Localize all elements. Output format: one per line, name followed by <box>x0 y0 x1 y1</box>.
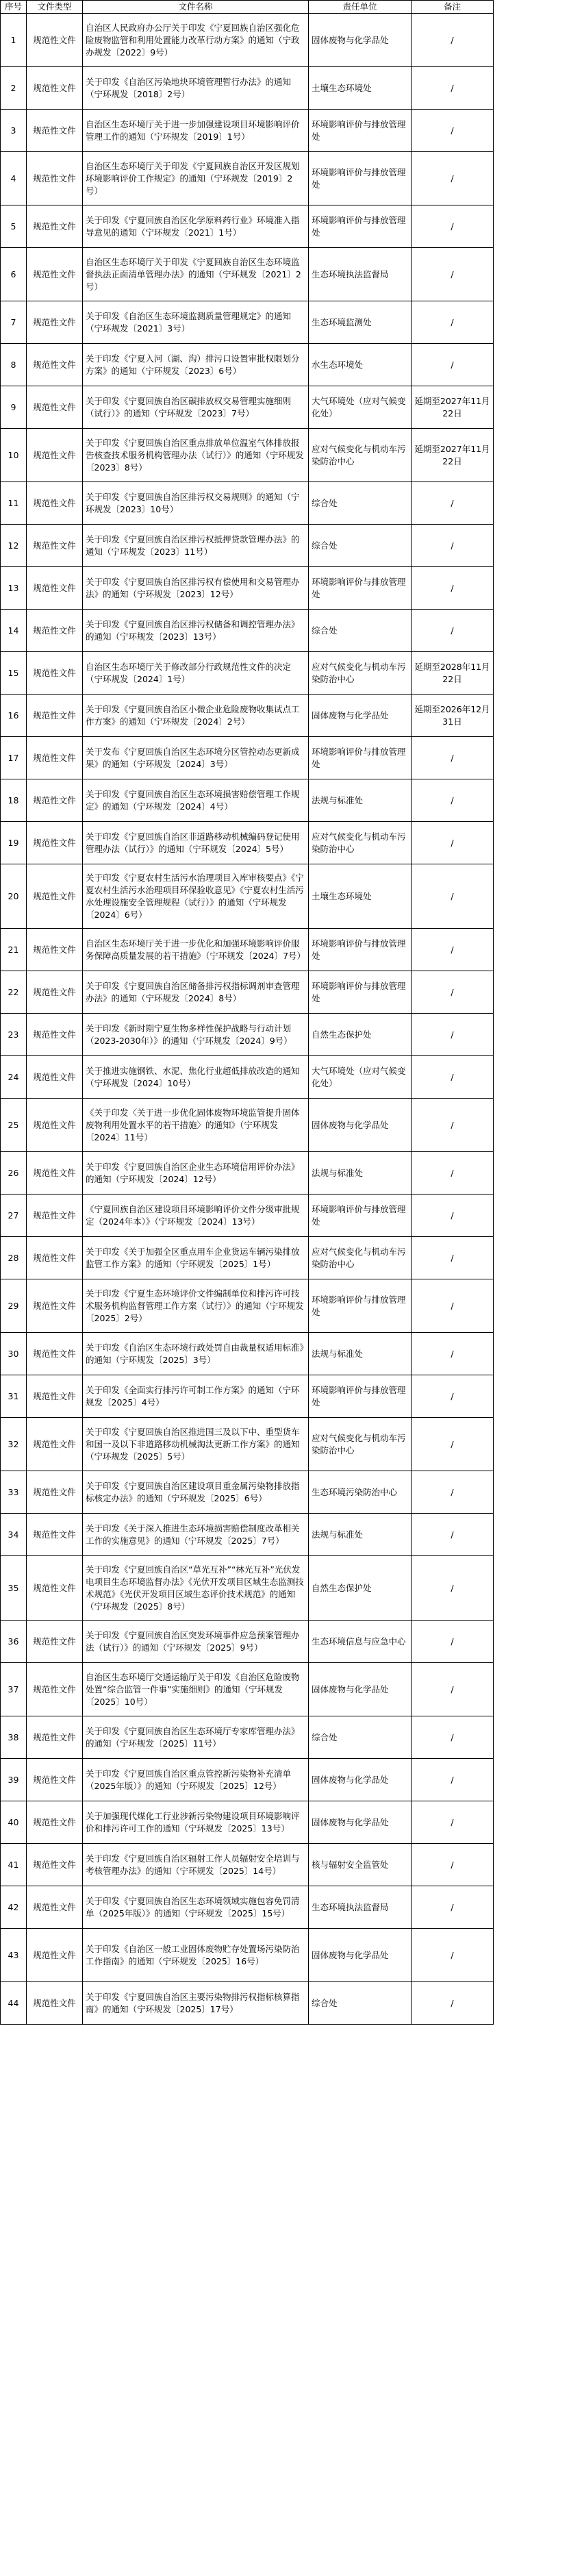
file-name: 关于印发《宁夏回族自治区碳排放权交易管理实施细则（试行）》的通知（宁环规发〔2023〕7号） <box>83 386 309 429</box>
table-row <box>1 152 582 205</box>
file-name: 关于印发《新时期宁夏生物多样性保护战略与行动计划（2023-2030年）》的通知（宁环规发〔2024〕9号） <box>83 1014 309 1056</box>
file-type: 规范性文件 <box>27 1886 83 1929</box>
table-row <box>1 1014 582 1056</box>
table-row <box>1 652 582 695</box>
file-type: 规范性文件 <box>27 737 83 779</box>
table-row <box>1 344 582 386</box>
file-name: 关于印发《宁夏回族自治区建设项目重金属污染物排放指标核定办法》的通知（宁环规发〔2025〕6号） <box>83 1471 309 1514</box>
table-row <box>1 737 582 779</box>
file-type: 规范性文件 <box>27 1471 83 1514</box>
file-type: 规范性文件 <box>27 864 83 929</box>
remark: 延期至2026年12月31日 <box>412 695 494 737</box>
row-number: 31 <box>1 1375 27 1418</box>
file-type: 规范性文件 <box>27 248 83 301</box>
remark: / <box>412 1759 494 1801</box>
row-number: 34 <box>1 1514 27 1556</box>
table-row <box>1 1716 582 1759</box>
responsible-unit: 固体废物与化学品处 <box>309 1801 412 1844</box>
responsible-unit: 环境影响评价与排放管理处 <box>309 152 412 205</box>
table-row <box>1 1279 582 1333</box>
responsible-unit: 综合处 <box>309 1716 412 1759</box>
file-name: 关于印发《宁夏回族自治区化学原料药行业》环境准入指导意见的通知（宁环规发〔2021〕1号） <box>83 205 309 248</box>
responsible-unit: 环境影响评价与排放管理处 <box>309 1195 412 1237</box>
responsible-unit: 环境影响评价与排放管理处 <box>309 929 412 971</box>
remark: / <box>412 248 494 301</box>
table-row <box>1 1099 582 1152</box>
responsible-unit: 固体废物与化学品处 <box>309 1663 412 1716</box>
table-row <box>1 1375 582 1418</box>
file-type: 规范性文件 <box>27 1982 83 2025</box>
remark: / <box>412 1663 494 1716</box>
file-type: 规范性文件 <box>27 971 83 1014</box>
responsible-unit: 法规与标准处 <box>309 779 412 822</box>
file-name: 《关于印发〈关于进一步优化固体废物环境监管提升固体废物利用处置水平的若干措施〉的通知》（宁环规发〔2024〕11号） <box>83 1099 309 1152</box>
responsible-unit: 综合处 <box>309 610 412 652</box>
remark: / <box>412 1099 494 1152</box>
file-name: 关于印发《宁夏回族自治区生态环境厅专家库管理办法》的通知（宁环规发〔2025〕11号） <box>83 1716 309 1759</box>
remark: / <box>412 1514 494 1556</box>
row-number: 6 <box>1 248 27 301</box>
remark: / <box>412 567 494 610</box>
file-type: 规范性文件 <box>27 1929 83 1982</box>
row-number: 17 <box>1 737 27 779</box>
file-type: 规范性文件 <box>27 1759 83 1801</box>
table-row <box>1 610 582 652</box>
row-number: 38 <box>1 1716 27 1759</box>
responsible-unit: 应对气候变化与机动车污染防治中心 <box>309 1418 412 1471</box>
file-name: 自治区人民政府办公厅关于印发《宁夏回族自治区强化危险废物监管和利用处置能力改革行动方案》的通知（宁政办规发〔2022〕9号） <box>83 14 309 67</box>
row-number: 5 <box>1 205 27 248</box>
row-number: 42 <box>1 1886 27 1929</box>
file-name: 自治区生态环境厅关于印发《宁夏回族自治区开发区规划环境影响评价工作规定》的通知（宁环规发〔2019〕2号） <box>83 152 309 205</box>
file-name: 关于印发《自治区生态环境监测质量管理规定》的通知（宁环规发〔2021〕3号） <box>83 301 309 344</box>
table-row <box>1 822 582 864</box>
file-type: 规范性文件 <box>27 152 83 205</box>
file-type: 规范性文件 <box>27 344 83 386</box>
responsible-unit: 综合处 <box>309 525 412 567</box>
remark: / <box>412 1195 494 1237</box>
remark: / <box>412 1237 494 1279</box>
file-type: 规范性文件 <box>27 1333 83 1375</box>
responsible-unit: 自然生态保护处 <box>309 1556 412 1621</box>
responsible-unit: 自然生态保护处 <box>309 1014 412 1056</box>
remark: / <box>412 610 494 652</box>
row-number: 8 <box>1 344 27 386</box>
table-row <box>1 1333 582 1375</box>
table-row <box>1 1237 582 1279</box>
table-row <box>1 971 582 1014</box>
table-row <box>1 205 582 248</box>
file-name: 关于印发《宁夏回族自治区生态环境损害赔偿管理工作规定》的通知（宁环规发〔2024〕4号） <box>83 779 309 822</box>
responsible-unit: 固体废物与化学品处 <box>309 1759 412 1801</box>
remark: / <box>412 67 494 110</box>
responsible-unit: 大气环境处（应对气候变化处） <box>309 1056 412 1099</box>
row-number: 33 <box>1 1471 27 1514</box>
file-type: 规范性文件 <box>27 610 83 652</box>
responsible-unit: 大气环境处（应对气候变化处） <box>309 386 412 429</box>
file-name: 关于印发《宁夏农村生活污水治理项目入库审核要点》《宁夏农村生活污水治理项目环保验收意见》《宁夏农村生活污水处理设施安全管理规程（试行）》的通知（宁环规发〔2024〕6号） <box>83 864 309 929</box>
file-name: 关于印发《宁夏回族自治区排污权有偿使用和交易管理办法》的通知（宁环规发〔2023〕12号） <box>83 567 309 610</box>
table-row <box>1 1663 582 1716</box>
table-row <box>1 1982 582 2025</box>
row-number: 37 <box>1 1663 27 1716</box>
table-row <box>1 482 582 525</box>
file-type: 规范性文件 <box>27 1152 83 1195</box>
file-type: 规范性文件 <box>27 14 83 67</box>
row-number: 35 <box>1 1556 27 1621</box>
file-name: 自治区生态环境厅关于进一步优化和加强环境影响评价服务保障高质量发展的若干措施》（宁环规发〔2024〕7号） <box>83 929 309 971</box>
responsible-unit: 水生态环境处 <box>309 344 412 386</box>
file-name: 关于印发《宁夏回族自治区“草光互补”“林光互补”光伏发电项目生态环境监督办法》《光伏开发项目区域生态监测技术规范》《光伏开发项目区域生态评价技术规范》的通知（宁环规发〔2025〕8号） <box>83 1556 309 1621</box>
responsible-unit: 土壤生态环境处 <box>309 864 412 929</box>
remark: / <box>412 1375 494 1418</box>
responsible-unit: 法规与标准处 <box>309 1152 412 1195</box>
remark: / <box>412 1556 494 1621</box>
row-number: 32 <box>1 1418 27 1471</box>
file-name: 关于发布《宁夏回族自治区生态环境分区管控动态更新成果》的通知（宁环规发〔2024〕3号） <box>83 737 309 779</box>
table-header-row <box>1 1 582 14</box>
responsible-unit: 固体废物与化学品处 <box>309 14 412 67</box>
file-name: 关于印发《宁夏回族自治区非道路移动机械编码登记使用管理办法（试行）》的通知（宁环规发〔2024〕5号） <box>83 822 309 864</box>
responsible-unit: 环境影响评价与排放管理处 <box>309 737 412 779</box>
table-row <box>1 1886 582 1929</box>
file-name: 自治区生态环境厅交通运输厅关于印发《自治区危险废物处置“综合监管一件事”实施细则》的通知（宁环规发〔2025〕10号） <box>83 1663 309 1716</box>
file-type: 规范性文件 <box>27 1556 83 1621</box>
file-type: 规范性文件 <box>27 205 83 248</box>
responsible-unit: 法规与标准处 <box>309 1514 412 1556</box>
file-name: 关于印发《自治区污染地块环境管理暂行办法》的通知（宁环规发〔2018〕2号） <box>83 67 309 110</box>
row-number: 28 <box>1 1237 27 1279</box>
table-row <box>1 386 582 429</box>
table-row <box>1 864 582 929</box>
table-row <box>1 110 582 152</box>
table-body <box>1 14 582 2025</box>
table-row <box>1 14 582 67</box>
table-row <box>1 1844 582 1886</box>
file-type: 规范性文件 <box>27 1801 83 1844</box>
file-type: 规范性文件 <box>27 822 83 864</box>
row-number: 21 <box>1 929 27 971</box>
table-row <box>1 1471 582 1514</box>
file-name: 关于印发《宁夏生态环境评价文件编制单位和排污许可技术服务机构监督管理工作方案（试行）》的通知（宁环规发〔2025〕2号） <box>83 1279 309 1333</box>
file-name: 关于印发《自治区一般工业固体废物贮存处置场污染防治工作指南》的通知（宁环规发〔2025〕16号） <box>83 1929 309 1982</box>
remark: / <box>412 110 494 152</box>
responsible-unit: 固体废物与化学品处 <box>309 1099 412 1152</box>
responsible-unit: 固体废物与化学品处 <box>309 1929 412 1982</box>
table-row <box>1 779 582 822</box>
file-name: 关于印发《宁夏回族自治区主要污染物排污权指标核算指南》的通知（宁环规发〔2025〕17号） <box>83 1982 309 2025</box>
table-row <box>1 1801 582 1844</box>
file-type: 规范性文件 <box>27 1375 83 1418</box>
file-name: 关于印发《全面实行排污许可制工作方案》的通知（宁环规发〔2025〕4号） <box>83 1375 309 1418</box>
file-name: 关于印发《宁夏回族自治区推进国三及以下中、重型货车和国一及以下非道路移动机械淘汰更新工作方案》的通知（宁环规发〔2025〕5号） <box>83 1418 309 1471</box>
remark: / <box>412 1801 494 1844</box>
table-row <box>1 1418 582 1471</box>
responsible-unit: 核与辐射安全监管处 <box>309 1844 412 1886</box>
row-number: 36 <box>1 1621 27 1663</box>
row-number: 1 <box>1 14 27 67</box>
responsible-unit: 应对气候变化与机动车污染防治中心 <box>309 652 412 695</box>
file-name: 关于印发《宁夏回族自治区企业生态环境信用评价办法》的通知（宁环规发〔2024〕12号） <box>83 1152 309 1195</box>
file-name: 自治区生态环境厅关于修改部分行政规范性文件的决定（宁环规发〔2024〕1号） <box>83 652 309 695</box>
file-name: 关于印发《宁夏回族自治区生态环境领域实施包容免罚清单（2025年版）》的通知（宁环规发〔2025〕15号） <box>83 1886 309 1929</box>
remark: / <box>412 822 494 864</box>
row-number: 16 <box>1 695 27 737</box>
remark: / <box>412 1844 494 1886</box>
file-type: 规范性文件 <box>27 1195 83 1237</box>
responsible-unit: 环境影响评价与排放管理处 <box>309 1375 412 1418</box>
remark: / <box>412 482 494 525</box>
row-number: 18 <box>1 779 27 822</box>
header-type: 文件类型 <box>27 1 83 14</box>
file-name: 关于印发《自治区生态环境行政处罚自由裁量权适用标准》的通知（宁环规发〔2025〕3号） <box>83 1333 309 1375</box>
remark: / <box>412 205 494 248</box>
row-number: 3 <box>1 110 27 152</box>
file-name: 关于印发《宁夏回族自治区重点排放单位温室气体排放报告核查技术服务机构管理办法（试行）》的通知（宁环规发〔2023〕8号） <box>83 429 309 482</box>
row-number: 23 <box>1 1014 27 1056</box>
responsible-unit: 生态环境执法监督局 <box>309 248 412 301</box>
responsible-unit: 法规与标准处 <box>309 1333 412 1375</box>
table-row <box>1 929 582 971</box>
file-name: 关于印发《宁夏回族自治区排污权交易规则》的通知（宁环规发〔2023〕10号） <box>83 482 309 525</box>
table-row <box>1 1929 582 1982</box>
row-number: 11 <box>1 482 27 525</box>
file-name: 自治区生态环境厅关于进一步加强建设项目环境影响评价管理工作的通知（宁环规发〔2019〕1号） <box>83 110 309 152</box>
header-no: 序号 <box>1 1 27 14</box>
row-number: 24 <box>1 1056 27 1099</box>
responsible-unit: 土壤生态环境处 <box>309 67 412 110</box>
file-type: 规范性文件 <box>27 301 83 344</box>
responsible-unit: 环境影响评价与排放管理处 <box>309 1279 412 1333</box>
remark: / <box>412 1418 494 1471</box>
file-type: 规范性文件 <box>27 1621 83 1663</box>
file-type: 规范性文件 <box>27 779 83 822</box>
remark: / <box>412 1982 494 2025</box>
table-row <box>1 525 582 567</box>
file-name: 关于加强现代煤化工行业涉新污染物建设项目环境影响评价和排污许可工作的通知（宁环规发〔2025〕13号） <box>83 1801 309 1844</box>
file-type: 规范性文件 <box>27 929 83 971</box>
remark: 延期至2028年11月22日 <box>412 652 494 695</box>
row-number: 4 <box>1 152 27 205</box>
responsible-unit: 环境影响评价与排放管理处 <box>309 205 412 248</box>
row-number: 30 <box>1 1333 27 1375</box>
file-type: 规范性文件 <box>27 110 83 152</box>
responsible-unit: 环境影响评价与排放管理处 <box>309 567 412 610</box>
row-number: 14 <box>1 610 27 652</box>
file-name: 自治区生态环境厅关于印发《宁夏回族自治区生态环境监督执法正面清单管理办法》的通知（宁环规发〔2021〕2号） <box>83 248 309 301</box>
remark: / <box>412 1929 494 1982</box>
file-name: 关于印发《宁夏回族自治区突发环境事件应急预案管理办法（试行）》的通知（宁环规发〔2025〕9号） <box>83 1621 309 1663</box>
remark: / <box>412 344 494 386</box>
table-row <box>1 1152 582 1195</box>
remark: 延期至2027年11月22日 <box>412 429 494 482</box>
file-name: 《宁夏回族自治区建设项目环境影响评价文件分级审批规定（2024年本）》（宁环规发〔2024〕13号） <box>83 1195 309 1237</box>
row-number: 22 <box>1 971 27 1014</box>
table-row <box>1 248 582 301</box>
row-number: 44 <box>1 1982 27 2025</box>
remark: / <box>412 1621 494 1663</box>
file-name: 关于印发《宁夏回族自治区排污权抵押贷款管理办法》的通知（宁环规发〔2023〕11号） <box>83 525 309 567</box>
remark: / <box>412 1716 494 1759</box>
file-name: 关于印发《宁夏回族自治区小微企业危险废物收集试点工作方案》的通知（宁环规发〔2024〕2号） <box>83 695 309 737</box>
row-number: 12 <box>1 525 27 567</box>
responsible-unit: 应对气候变化与机动车污染防治中心 <box>309 1237 412 1279</box>
row-number: 7 <box>1 301 27 344</box>
remark: / <box>412 737 494 779</box>
table-row <box>1 1514 582 1556</box>
row-number: 26 <box>1 1152 27 1195</box>
file-name: 关于印发《宁夏回族自治区辐射工作人员辐射安全培训与考核管理办法》的通知（宁环规发〔2025〕14号） <box>83 1844 309 1886</box>
row-number: 15 <box>1 652 27 695</box>
responsible-unit: 生态环境监测处 <box>309 301 412 344</box>
row-number: 9 <box>1 386 27 429</box>
file-type: 规范性文件 <box>27 1056 83 1099</box>
file-type: 规范性文件 <box>27 1418 83 1471</box>
row-number: 41 <box>1 1844 27 1886</box>
remark: / <box>412 929 494 971</box>
header-dept: 责任单位 <box>309 1 412 14</box>
remark: / <box>412 1014 494 1056</box>
row-number: 39 <box>1 1759 27 1801</box>
table-row <box>1 301 582 344</box>
file-type: 规范性文件 <box>27 567 83 610</box>
file-type: 规范性文件 <box>27 1279 83 1333</box>
responsible-unit: 应对气候变化与机动车污染防治中心 <box>309 822 412 864</box>
responsible-unit: 环境影响评价与排放管理处 <box>309 110 412 152</box>
file-type: 规范性文件 <box>27 652 83 695</box>
file-name: 关于印发《关于深入推进生态环境损害赔偿制度改革相关工作的实施意见》的通知（宁环规发〔2025〕7号） <box>83 1514 309 1556</box>
file-type: 规范性文件 <box>27 525 83 567</box>
remark: / <box>412 1152 494 1195</box>
row-number: 19 <box>1 822 27 864</box>
responsible-unit: 环境影响评价与排放管理处 <box>309 971 412 1014</box>
table-row <box>1 695 582 737</box>
remark: / <box>412 14 494 67</box>
file-type: 规范性文件 <box>27 386 83 429</box>
remark: / <box>412 779 494 822</box>
responsible-unit: 生态环境信息与应急中心 <box>309 1621 412 1663</box>
responsible-unit: 生态环境执法监督局 <box>309 1886 412 1929</box>
row-number: 40 <box>1 1801 27 1844</box>
remark: / <box>412 1333 494 1375</box>
responsible-unit: 生态环境污染防治中心 <box>309 1471 412 1514</box>
responsible-unit: 综合处 <box>309 482 412 525</box>
file-name: 关于印发《宁夏入河（湖、沟）排污口设置审批权限划分方案》的通知（宁环规发〔2023〕6号） <box>83 344 309 386</box>
header-name: 文件名称 <box>83 1 309 14</box>
table-row <box>1 1056 582 1099</box>
file-name: 关于印发《宁夏回族自治区排污权储备和调控管理办法》的通知（宁环规发〔2023〕13号） <box>83 610 309 652</box>
row-number: 43 <box>1 1929 27 1982</box>
file-name: 关于印发《关于加强全区重点用车企业货运车辆污染排放监管工作方案》的通知（宁环规发〔2025〕1号） <box>83 1237 309 1279</box>
remark: / <box>412 1471 494 1514</box>
file-name: 关于印发《宁夏回族自治区重点管控新污染物补充清单（2025年版）》的通知（宁环规发〔2025〕12号） <box>83 1759 309 1801</box>
header-note: 备注 <box>412 1 494 14</box>
row-number: 13 <box>1 567 27 610</box>
row-number: 20 <box>1 864 27 929</box>
file-type: 规范性文件 <box>27 67 83 110</box>
table-row <box>1 429 582 482</box>
row-number: 25 <box>1 1099 27 1152</box>
file-type: 规范性文件 <box>27 1663 83 1716</box>
remark: / <box>412 1279 494 1333</box>
remark: 延期至2027年11月22日 <box>412 386 494 429</box>
file-type: 规范性文件 <box>27 695 83 737</box>
table-row <box>1 1759 582 1801</box>
remark: / <box>412 301 494 344</box>
file-type: 规范性文件 <box>27 482 83 525</box>
file-type: 规范性文件 <box>27 1237 83 1279</box>
responsible-unit: 综合处 <box>309 1982 412 2025</box>
table-row <box>1 1621 582 1663</box>
file-type: 规范性文件 <box>27 1099 83 1152</box>
file-name: 关于印发《宁夏回族自治区储备排污权指标调剂审查管理办法》的通知（宁环规发〔2024〕8号） <box>83 971 309 1014</box>
table-row <box>1 67 582 110</box>
row-number: 2 <box>1 67 27 110</box>
remark: / <box>412 152 494 205</box>
table-row <box>1 567 582 610</box>
file-name: 关于推进实施钢铁、水泥、焦化行业超低排放改造的通知（宁环规发〔2024〕10号） <box>83 1056 309 1099</box>
file-type: 规范性文件 <box>27 1014 83 1056</box>
file-type: 规范性文件 <box>27 1514 83 1556</box>
table-row <box>1 1556 582 1621</box>
row-number: 10 <box>1 429 27 482</box>
file-type: 规范性文件 <box>27 1716 83 1759</box>
responsible-unit: 应对气候变化与机动车污染防治中心 <box>309 429 412 482</box>
remark: / <box>412 1886 494 1929</box>
file-type: 规范性文件 <box>27 429 83 482</box>
table-row <box>1 1195 582 1237</box>
remark: / <box>412 864 494 929</box>
row-number: 27 <box>1 1195 27 1237</box>
row-number: 29 <box>1 1279 27 1333</box>
responsible-unit: 固体废物与化学品处 <box>309 695 412 737</box>
remark: / <box>412 525 494 567</box>
file-type: 规范性文件 <box>27 1844 83 1886</box>
remark: / <box>412 971 494 1014</box>
remark: / <box>412 1056 494 1099</box>
